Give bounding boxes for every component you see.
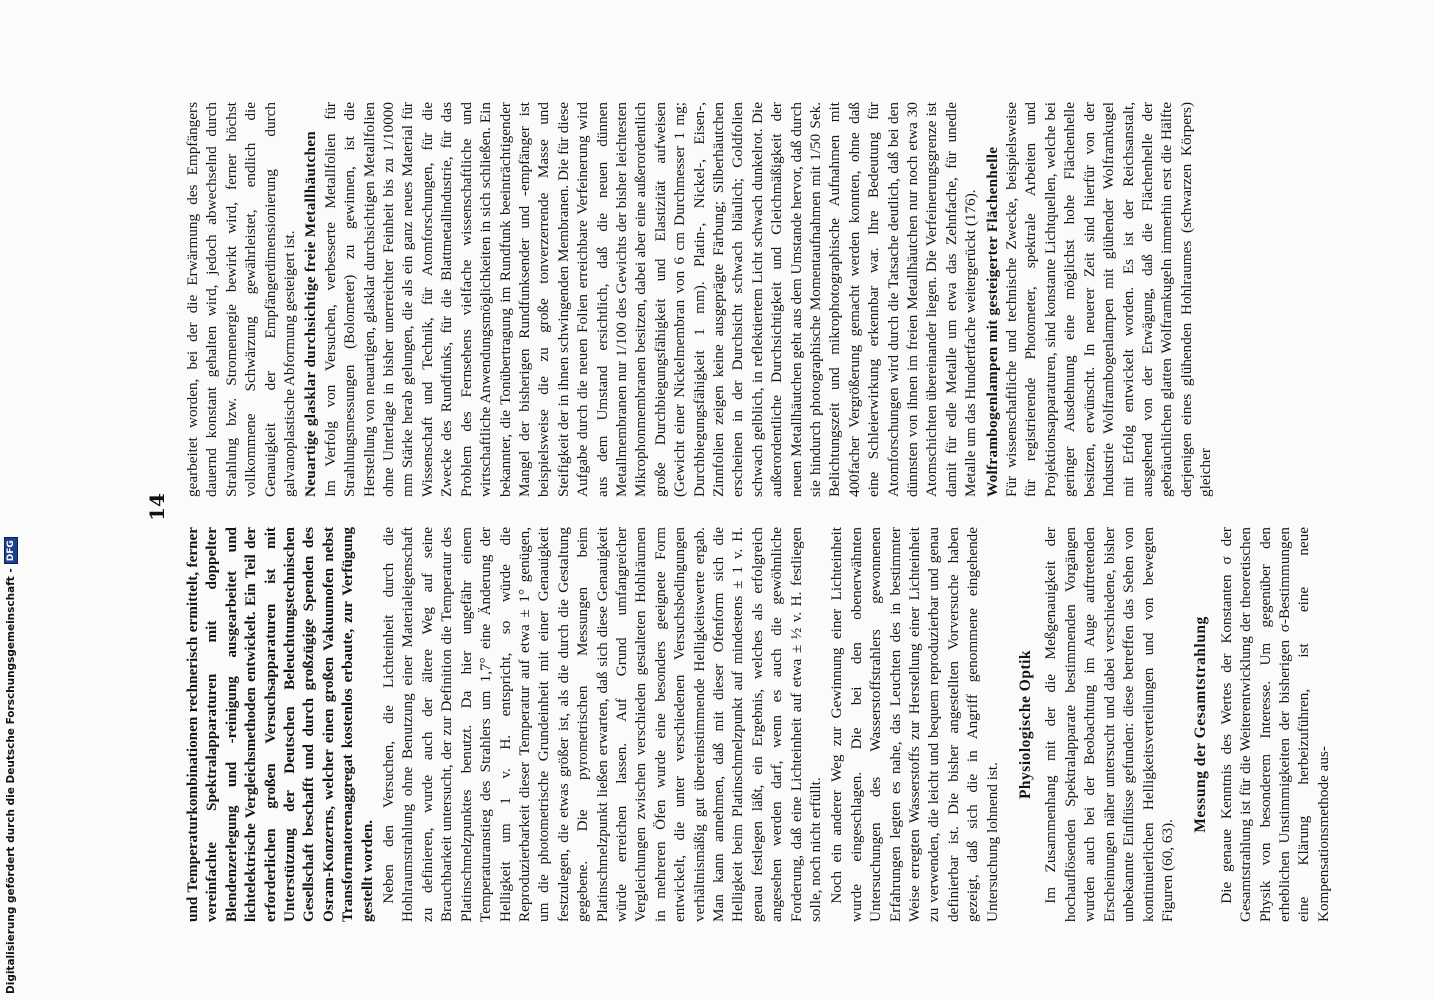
- right-column: [183, 102, 1383, 497]
- left-column-paragraph: Noch ein anderer Weg zur Gewinnung einer Lichteinheit wurde eingeschlagen. Die bei den obenerwähnten Untersuchungen des Wasserstoffstrahlers gewonnenen Erfahrungen legten es nahe, das Leuchten des in bestimmter Weise erregten Wasserstoffs zur Herstellung einer Lichteinheit zu verwenden, die leicht und bequem reproduzierbar und genau definierbar ist. Die bisher angestellten Vorversuche haben gezeigt, daß sich die in Angriff genommene eingehende Untersuchung lohnend ist.: [828, 527, 1001, 922]
- left-column-paragraph: Im Zusammenhang mit der die Meßgenauigkeit der hochauflösenden Spektralapparate bestimmenden Vorgängen wurden auch bei der Beobachtung im Auge auftretenden Erscheinungen näher untersucht und dabei verschiedene, bisher unbekannte Einflüsse gefunden: diese betreffen das Sehen von kontinuierlichen Helligkeitsverteilungen und von bewegten Figuren (60, 63).: [1042, 527, 1176, 922]
- right-column-paragraph-text: Im Verfolg von Versuchen, verbesserte Metallfolien für Strahlungsmessungen (Bolometer) zu gewinnen, ist die Herstellung von neuartigen, glasklar durchsichtigen Metallfolien ohne Unterlage in bisher unerreichter Feinheit bis zu 1/10000 mm Stärke herab gelungen, die als ein ganz neues Material für Wissenschaft und Technik, für Atomforschungen, für die Zwecke des Rundfunks, für die Blattmetallindustrie, für das Problem des Fernsehens vielfache wissenschaftliche und wirtschaftliche Anwendungsmöglichkeiten in sich schließen. Ein bekannter, die Tonübertragung im Rundfunk beeinträchtigender Mangel der bisherigen Rundfunksender und -empfänger ist beispielsweise die zu große tonverzerrende Masse und Steifigkeit der in ihnen schwingenden Membranen. Die für diese Aufgabe durch die neuen Folien erreichbare Verfeinerung wird aus dem Umstand ersichtlich, daß die neuen dünnen Metallmembranen nur 1/100 des Gewichts der bisher leichtesten Mikrophonmembranen besitzen, dabei aber eine außerordentlich große Durchbiegungsfähigkeit und Elastizität aufweisen (Gewicht einer Nickelmembran von 6 cm Durchmesser 1 mg; Durchbiegungsfähigkeit 1 mm). Platin-, Nickel-, Eisen-, Zinnfolien zeigen keine ausgeprägte Färbung; Silberhäutchen erscheinen in der Durchsicht schwach bläulich; Goldfolien schwach gelblich, in reflektiertem Licht schwach dunkelrot. Die außerordentliche Durchsichtigkeit und Gleichmäßigkeit der neuen Metallhäutchen geht aus dem Umstande hervor, daß durch sie hindurch photographische Momentaufnahmen mit 1/50 Sek. Belichtungszeit und mikrophotographische Aufnahmen mit 400facher Vergrößerung gemacht werden konnten, ohne daß eine Schleierwirkung erkennbar war. Ihre Bedeutung für Atomforschungen wird durch die Tatsache deutlich, daß bei den dünnsten von ihnen im freien Metallhäutchen nur noch etwa 30 Atomschichten übereinander liegen. Die Verfeinerungsgrenze ist damit für edle Metalle um etwa das Zehnfache, für unedle Metalle um das Hundertfache weitergerückt (176).: [321, 102, 980, 497]
- right-column-paragraph: [301, 102, 980, 497]
- left-column-paragraph: Die genaue Kenntnis des Wertes der Konstanten σ der Gesamtstrahlung ist für die Weiterentwicklung der theoretischen Physik von besonderem Interesse. Um gegenüber den erheblichen Unstimmigkeiten der bisherigen σ-Bestimmungen eine Klärung herbeizuführen, ist eine neue Kompensationsmethode aus-: [1217, 527, 1332, 922]
- right-column-paragraph: [983, 102, 1216, 497]
- right-column-paragraph-text: Für wissenschaftliche und technische Zwecke, beispielsweise für registrierende Photometer, spektrale Arbeiten und Projektionsapparaturen, sind konstante Lichtquellen, welche bei geringer Ausdehnung eine möglichst hohe Flächenhelle besitzen, erwünscht. In neuerer Zeit sind hierfür von der Industrie Wolframbogenlampen mit glühender Wolframkugel mit Erfolg entwickelt worden. Es ist der Reichsanstalt, ausgehend von der Erwägung, daß die Flächenhelle der gebräuchlichen glatten Wolframkugeln immerhin erst die Hälfte derjenigen eines glühenden Hohlraumes (schwarzen Körpers) gleicher: [1003, 102, 1215, 497]
- right-column-paragraph: gearbeitet worden, bei der die Erwärmung des Empfängers dauernd konstant gehalten wird, jedoch abwechselnd durch Strahlung bzw. Stromenergie bewirkt wird, ferner höchst vollkommene Schwärzung gewährleistet, endlich die Genauigkeit der Empfängerdimensionierung durch galvanoplastische Abformung gesteigert ist.: [184, 102, 299, 497]
- credit-text: Digitalisierung gefördert durch die Deutsche Forschungsgemeinschaft -: [5, 568, 17, 994]
- page-number: 14: [145, 493, 169, 521]
- digitization-credit: [2, 540, 24, 994]
- dfg-logo: DFG: [4, 537, 18, 564]
- right-column-section-heading: Wolframbogenlampen mit gesteigerter Flächenhelle: [983, 146, 1001, 497]
- left-column-paragraph: Neben den Versuchen, die Lichteinheit durch die Hohlraumstrahlung ohne Benutzung einer Materialeigenschaft zu definieren, wurde auch der ältere Weg auf seine Brauchbarkeit untersucht, der zur Definition die Temperatur des Platinschmelzpunktes benutzt. Da hier ungefähr einem Temperaturanstieg des Strahlers um 1,7° eine Änderung der Helligkeit um 1 v. H. entspricht, so würde die Reproduzierbarkeit dieser Temperatur auf etwa ± 1° genügen, um die photometrische Grundeinheit mit einer Genauigkeit festzulegen, die etwas größer ist, als die durch die Gestaltung gegebene. Die pyrometrischen Messungen beim Platinschmelzpunkt ließen erwarten, daß sich diese Genauigkeit würde erreichen lassen. Auf Grund umfangreicher Vergleichungen zwischen verschieden gestalteten Hohlräumen in mehreren Öfen wurde eine besonders geeignete Form entwickelt, die unter verschiedenen Versuchsbedingungen verhältnismäßig gut übereinstimmende Helligkeitswerte ergab. Man kann annehmen, daß mit dieser Ofenform sich die Helligkeit beim Platinschmelzpunkt auf mindestens ± 1 v. H. genau festlegen läßt, ein Ergebnis, welches als erfolgreich angesehen werden darf, wenn es auch die gewöhnliche Forderung, daß eine Lichteinheit auf etwa ± ½ v. H. festliegen solle, noch nicht erfüllt.: [380, 527, 824, 922]
- page-content: [137, 92, 1397, 922]
- left-column-paragraph: und Temperaturkombinationen rechnerisch ermittelt, ferner vereinfachte Spektralapparaturen mit doppelter Blendenzerlegung und -reinigung ausgearbeitet und lichtelektrische Vergleichsmethoden entwickelt. Ein Teil der erforderlichen großen Versuchsapparaturen ist mit Unterstützung der Deutschen Beleuchtungstechnischen Gesellschaft beschafft und durch großzügige Spenden des Osram-Konzerns, welcher einen großen Vakuumofen nebst Transformatorenaggregat kostenlos erbaute, zur Verfügung gestellt worden.: [184, 527, 376, 922]
- left-column-heading: Messung der Gesamtstrahlung: [1192, 616, 1210, 833]
- left-column-heading: Physiologische Optik: [1017, 649, 1035, 800]
- right-column-section-heading: Neuartige glasklar durchsichtige freie Metallhäutchen: [302, 130, 320, 497]
- rotated-text-block: [137, 92, 1397, 922]
- left-column: [183, 527, 1383, 922]
